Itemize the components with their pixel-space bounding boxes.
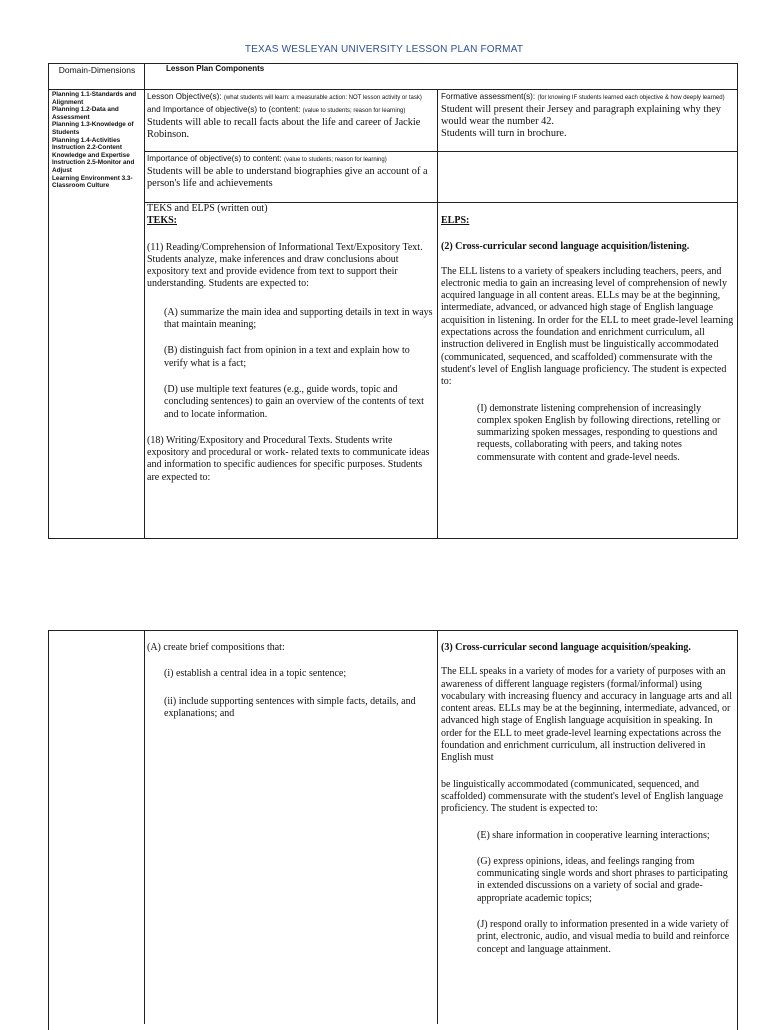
domain-item: Planning 1.4-Activities bbox=[52, 136, 121, 144]
elps-cell bbox=[441, 203, 735, 538]
importance-inline-note: (value to students; reason for learning) bbox=[302, 108, 406, 114]
teks-18-a-ii: (ii) include supporting sentences with simple facts, details, and explanations; and bbox=[164, 695, 416, 719]
domain-item: Instruction 2.5-Monitor and Adjust bbox=[52, 159, 135, 174]
domain-item: Learning Environment 3.3- Classroom Culture bbox=[52, 174, 133, 190]
lesson-plan-components-header: Lesson Plan Components bbox=[166, 64, 265, 73]
lesson-objective-cell bbox=[147, 91, 435, 151]
importance-note: (value to students; reason for learning) bbox=[284, 157, 387, 163]
domain-list bbox=[52, 91, 142, 251]
domain-item: Instruction 2.2-Content Knowledge and Expertise bbox=[52, 144, 130, 159]
teks-18-a-i: (i) establish a central idea in a topic sentence; bbox=[164, 668, 347, 680]
teks-18-a: (A) create brief compositions that: bbox=[147, 642, 285, 653]
importance-text: Students will be able to understand biographies give an account of a person's life and achievements bbox=[147, 166, 428, 189]
teks-11: (11) Reading/Comprehension of Informational Text/Expository Text. Students analyze, make inferences and draw conclusions about expository text and provide evidence from text to support their understanding. Students are expected to: bbox=[147, 241, 423, 290]
elps-continued-cell bbox=[441, 642, 735, 1024]
elps-3-j: (J) respond orally to information presented in a wide variety of print, electronic, audio, and visual media to build and reinforce concept and language attainment. bbox=[477, 919, 730, 955]
elps-3-g: (G) express opinions, ideas, and feelings ranging from communicating single words and short phrases to participating in extended discussions on a variety of social and grade-appropriate academic topics; bbox=[477, 855, 728, 904]
elps-3-e: (E) share information in cooperative learning interactions; bbox=[477, 829, 710, 841]
document-title: TEXAS WESLEYAN UNIVERSITY LESSON PLAN FORMAT bbox=[244, 44, 524, 55]
domain-item: Planning 1.1-Standards and Alignment bbox=[52, 91, 137, 106]
teks-11-a: (A) summarize the main idea and supporting details in text in ways that maintain meaning; bbox=[164, 306, 433, 331]
elps-2-title: (2) Cross-curricular second language acquisition/listening. bbox=[441, 241, 690, 253]
elps-3-title: (3) Cross-curricular second language acquisition/speaking. bbox=[441, 642, 691, 653]
teks-cell bbox=[147, 203, 435, 538]
domain-item: Planning 1.3-Knowledge of Students bbox=[52, 121, 134, 136]
teks-11-b: (B) distinguish fact from opinion in a text and explain how to verify what is a fact; bbox=[164, 345, 410, 369]
elps-3-text-2: be linguistically accommodated (communicated, sequenced, and scaffolded) commensurate with the student's level of English language proficiency. The student is expected to: bbox=[441, 778, 724, 815]
elps-2-i: (I) demonstrate listening comprehension of increasingly complex spoken English by following directions, retelling or summarizing spoken messages, responding to questions and requests, collaborating with peers, and taking notes commensurate with content and grade-level needs. bbox=[477, 402, 721, 463]
lesson-objective-note: (what students will learn: a measurable action: NOT lesson activity or task) bbox=[223, 95, 422, 101]
importance-label: Importance of objective(s) to content: bbox=[147, 154, 282, 163]
domain-dimensions-header: Domain-Dimensions bbox=[58, 65, 136, 75]
elps-2-text: The ELL listens to a variety of speakers including teachers, peers, and electronic media to gain an increasing level of comprehension of newly acquired language in all content areas. ELLs may be at the beginning, intermediate, advanced, or advanced high stage of English language acquisition in listening. In order for the ELL to meet grade-level learning expectations across the foundation and enrichment curriculum, all instruction delivered in English must be linguistically accommodated (communicated, sequenced, and scaffolded) commensurate with the student's level of English language proficiency. The student is expected to: bbox=[441, 265, 734, 388]
elps-title: ELPS: bbox=[441, 215, 470, 226]
formative-assessment-cell bbox=[441, 91, 735, 151]
formative-assessment-text-2: Students will turn in brochure. bbox=[441, 128, 567, 139]
formative-assessment-label: Formative assessment(s): bbox=[441, 92, 536, 101]
importance-inline-label: and Importance of objective(s) to (content: bbox=[147, 105, 301, 114]
lesson-objective-text: Students will able to recall facts about the life and career of Jackie Robinson. bbox=[147, 117, 421, 140]
formative-assessment-text-1: Student will present their Jersey and paragraph explaining why they would wear the number 42. bbox=[441, 104, 721, 127]
formative-assessment-note: (for knowing IF students learned each objective & how deeply learned) bbox=[537, 95, 725, 101]
teks-title: TEKS: bbox=[147, 215, 178, 227]
teks-elps-heading: TEKS and ELPS (written out) bbox=[147, 203, 268, 214]
teks-18: (18) Writing/Expository and Procedural Texts. Students write expository and procedural or work- related texts to communicate ideas and information to specific audiences for specific purposes. Students are expected to: bbox=[147, 434, 430, 483]
domain-item: Planning 1.2-Data and Assessment bbox=[52, 106, 119, 121]
teks-continued-cell bbox=[147, 642, 435, 1022]
lesson-objective-label: Lesson Objective(s): bbox=[147, 92, 222, 101]
teks-11-d: (D) use multiple text features (e.g., guide words, topic and concluding sentences) to gain an overview of the contents of text and to locate information. bbox=[164, 383, 424, 420]
importance-cell bbox=[147, 153, 435, 202]
elps-3-text-1: The ELL speaks in a variety of modes for a variety of purposes with an awareness of different language registers (formal/informal) using vocabulary with increasing fluency and accuracy in language arts and all content areas. ELLs may be at the beginning, intermediate, advanced, or advanced high stage of English language acquisition in speaking. In order for the ELL to meet grade-level learning expectations across the foundation and enrichment curriculum, all instruction delivered in English must bbox=[441, 666, 732, 764]
